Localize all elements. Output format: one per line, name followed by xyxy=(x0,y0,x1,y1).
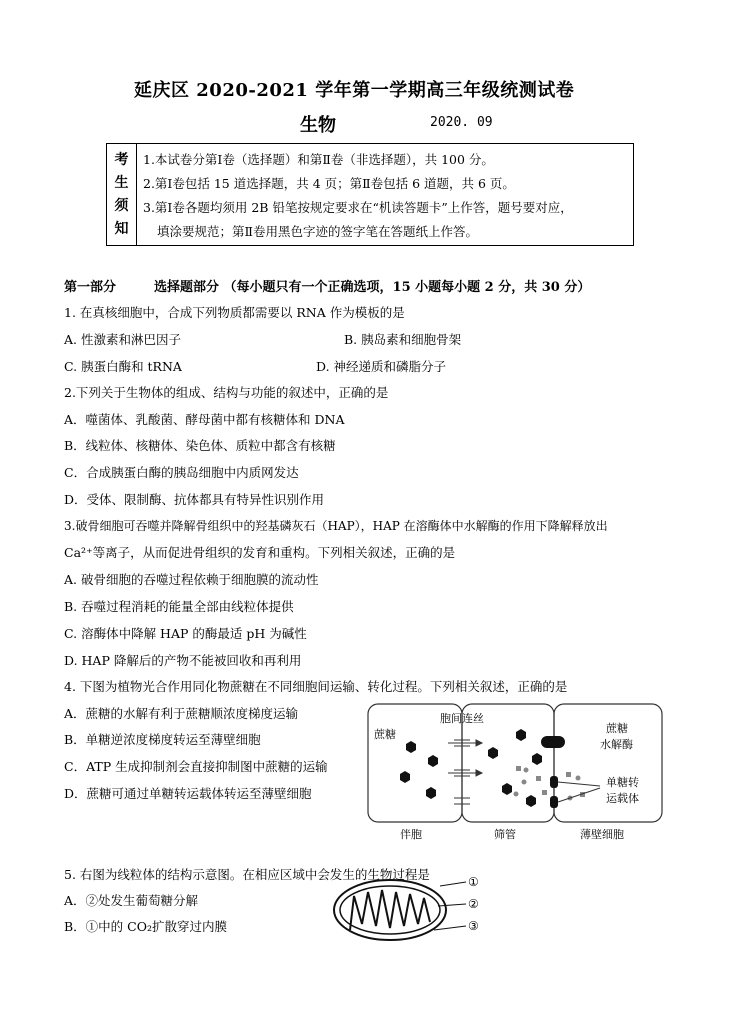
notice-label-char: 知 xyxy=(114,220,129,237)
figure-label-transporter-2: 运载体 xyxy=(606,792,639,805)
question-3-option-b: B. 吞噬过程消耗的能量全部由线粒体提供 xyxy=(64,599,294,614)
subject-label: 生物 xyxy=(300,115,336,136)
notice-label xyxy=(107,144,137,245)
question-4-option-a: A．蔗糖的水解有利于蔗糖顺浓度梯度运输 xyxy=(64,706,299,721)
transporter-pointer xyxy=(558,782,600,802)
question-1-option-d: D. 神经递质和磷脂分子 xyxy=(316,359,447,374)
exam-title: 延庆区 2020-2021 学年第一学期高三年级统测试卷 xyxy=(134,80,575,101)
label-3: ③ xyxy=(468,919,479,933)
question-1-option-b: B. 胰岛素和细胞骨架 xyxy=(344,332,462,347)
question-2-option-c: C．合成胰蛋白酶的胰岛细胞中内质网发达 xyxy=(64,465,299,480)
cristae xyxy=(350,890,430,930)
section-name: 第一部分 xyxy=(64,280,117,295)
notice-items xyxy=(143,148,573,244)
section-title: 选择题部分 （每小题只有一个正确选项，15 小题每小题 2 分，共 30 分） xyxy=(154,280,591,295)
sucrose-transport-diagram xyxy=(366,702,666,842)
exam-date: 2020. 09 xyxy=(430,115,493,130)
figure-label-companion-cell: 伴胞 xyxy=(400,828,422,841)
outer-membrane xyxy=(334,880,446,940)
question-2-stem: 2.下列关于生物体的组成、结构与功能的叙述中，正确的是 xyxy=(64,385,389,400)
label-1: ① xyxy=(468,875,479,889)
question-3-stem: 3.破骨细胞可吞噬并降解骨组织中的羟基磷灰石（HAP），HAP 在溶酶体中水解酶的作用下降解释放出 xyxy=(64,519,608,533)
notice-label-char: 考 xyxy=(114,151,129,168)
question-3-option-d: D. HAP 降解后的产物不能被回收和再利用 xyxy=(64,653,302,668)
notice-item: 填涂要规范；第Ⅱ卷用黑色字迹的签字笔在答题纸上作答。 xyxy=(157,224,478,239)
figure-label-sucrase-2: 水解酶 xyxy=(600,738,633,751)
question-1-option-a: A. 性激素和淋巴因子 xyxy=(64,332,181,347)
pointer-2 xyxy=(438,904,466,906)
flow-arrow xyxy=(448,740,482,776)
question-5-stem: 5. 右图为线粒体的结构示意图。在相应区域中会发生的生物过程是 xyxy=(64,867,430,882)
question-5-option-b: B．①中的 CO₂扩散穿过内膜 xyxy=(64,919,227,934)
notice-item: 1.本试卷分第Ⅰ卷（选择题）和第Ⅱ卷（非选择题），共 100 分。 xyxy=(143,152,494,167)
question-3-stem-cont: Ca²⁺等离子，从而促进骨组织的发育和重构。下列相关叙述，正确的是 xyxy=(64,545,456,560)
question-4-option-b: B．单糖逆浓度梯度转运至薄壁细胞 xyxy=(64,732,261,747)
question-4-option-d: D．蔗糖可通过单糖转运载体转运至薄壁细胞 xyxy=(64,786,312,801)
notice-label-char: 须 xyxy=(114,197,129,214)
question-2-option-d: D．受体、限制酶、抗体都具有特异性识别作用 xyxy=(64,492,325,507)
question-2-option-b: B．线粒体、核糖体、染色体、质粒中都含有核糖 xyxy=(64,438,336,453)
notice-item: 2.第Ⅰ卷包括 15 道选择题，共 4 页；第Ⅱ卷包括 6 道题，共 6 页。 xyxy=(143,176,515,191)
question-2-option-a: A．噬菌体、乳酸菌、酵母菌中都有核糖体和 DNA xyxy=(64,412,345,427)
question-3-option-c: C. 溶酶体中降解 HAP 的酶最适 pH 为碱性 xyxy=(64,626,307,641)
figure-label-sucrose: 蔗糖 xyxy=(374,728,396,741)
exam-notice-box xyxy=(106,143,634,246)
question-4-stem: 4. 下图为植物光合作用同化物蔗糖在不同细胞间运输、转化过程。下列相关叙述，正确的是 xyxy=(64,679,568,694)
mitochondrion-diagram xyxy=(330,866,490,956)
figure-label-sucrase-1: 蔗糖 xyxy=(606,722,628,735)
question-3-option-a: A. 破骨细胞的吞噬过程依赖于细胞膜的流动性 xyxy=(64,572,319,587)
question-4-option-c: C．ATP 生成抑制剂会直接抑制图中蔗糖的运输 xyxy=(64,759,328,774)
notice-label-char: 生 xyxy=(114,174,129,191)
figure-label-plasmodesmata: 胞间连丝 xyxy=(440,712,484,725)
notice-item: 3.第Ⅰ卷各题均须用 2B 铅笔按规定要求在“机读答题卡”上作答，题号要对应， xyxy=(143,200,573,215)
pointer-1 xyxy=(440,882,466,886)
pointer-3 xyxy=(434,926,466,930)
figure-label-transporter-1: 单糖转 xyxy=(606,776,639,789)
question-1-option-c: C. 胰蛋白酶和 tRNA xyxy=(64,359,182,374)
question-5-option-a: A．②处发生葡萄糖分解 xyxy=(64,893,199,908)
sucrase-enzyme xyxy=(541,736,565,748)
figure-label-sieve-tube: 筛管 xyxy=(494,828,516,841)
question-1-stem: 1. 在真核细胞中，合成下列物质都需要以 RNA 作为模板的是 xyxy=(64,305,405,320)
label-2: ② xyxy=(468,897,479,911)
figure-label-parenchyma: 薄壁细胞 xyxy=(580,828,624,841)
